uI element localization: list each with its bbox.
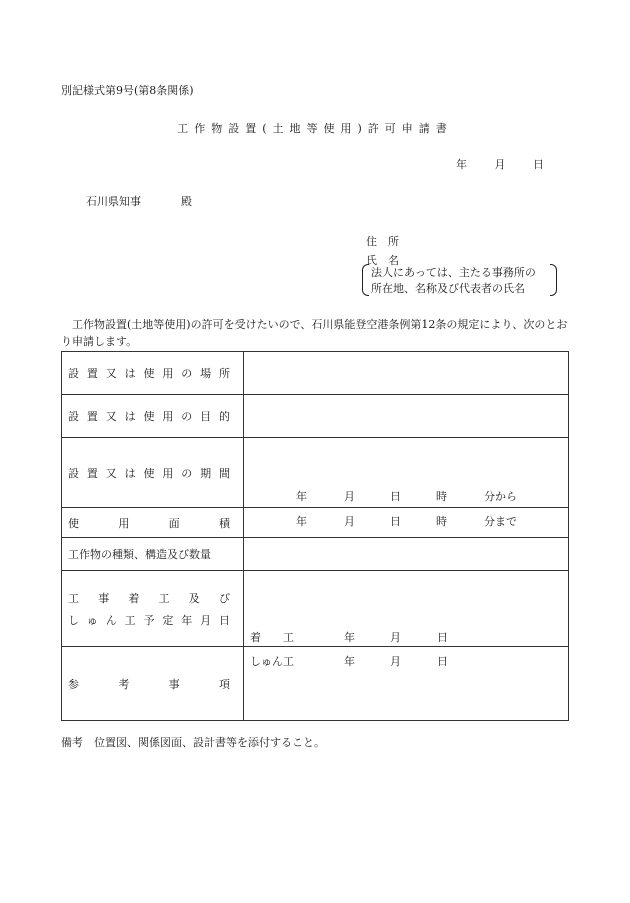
application-table xyxy=(61,351,569,721)
date-day: 日 xyxy=(533,158,544,171)
label-char: ゅ xyxy=(86,613,98,627)
period-end-hour: 時 xyxy=(436,514,447,528)
period-start-day: 日 xyxy=(390,489,401,503)
label-char: 用 xyxy=(118,516,130,530)
place-value[interactable] xyxy=(244,352,569,395)
place-label xyxy=(68,365,230,381)
label-char: 使 xyxy=(143,466,155,480)
label-char: 月 xyxy=(200,613,212,627)
place-label xyxy=(62,352,244,395)
label-char: 及 xyxy=(188,591,200,605)
left-bracket xyxy=(362,264,369,296)
kind-label xyxy=(62,538,244,571)
addressee-name: 石川県知事 xyxy=(86,195,141,208)
period-start-from: 分から xyxy=(484,489,517,503)
label-char: の xyxy=(181,410,193,423)
period-end-day: 日 xyxy=(390,514,401,528)
label-char: 置 xyxy=(86,466,98,480)
document-title: 工作物設置(土地等使用)許可申請書 xyxy=(177,122,453,135)
label-char: 的 xyxy=(219,410,230,423)
label-char: 面 xyxy=(168,516,180,530)
date-month: 月 xyxy=(494,158,506,171)
notes-label xyxy=(68,676,230,692)
addressee-honorific: 殿 xyxy=(181,195,192,208)
date-year: 年 xyxy=(456,158,467,171)
schedule-label-line2 xyxy=(68,612,230,628)
corporate-note-line1: 法人にあっては、主たる事務所の xyxy=(371,266,536,279)
notes-label xyxy=(62,647,244,721)
period-start-month: 月 xyxy=(344,489,355,503)
area-value[interactable] xyxy=(244,508,569,538)
label-char: 事 xyxy=(98,591,110,605)
label-char: 工 xyxy=(124,613,136,627)
purpose-label xyxy=(62,395,244,438)
schedule-start-year: 年 xyxy=(344,630,355,644)
addressee xyxy=(86,193,192,209)
label-char: 定 xyxy=(162,613,174,627)
right-bracket xyxy=(550,264,557,296)
kind-value[interactable] xyxy=(244,538,569,571)
label-char: 日 xyxy=(219,613,230,627)
label-char: 期 xyxy=(200,466,212,480)
row-purpose xyxy=(62,395,569,438)
label-char: 設 xyxy=(68,367,79,380)
label-char: は xyxy=(124,367,136,380)
label-char: 置 xyxy=(86,410,98,423)
label-char: 用 xyxy=(162,410,174,423)
label-char: 設 xyxy=(68,410,79,423)
period-value[interactable] xyxy=(244,438,569,528)
row-period xyxy=(62,438,569,508)
schedule-completion-day: 日 xyxy=(437,654,448,668)
schedule-start-month: 月 xyxy=(390,630,401,644)
area-label xyxy=(62,508,244,538)
label-char: 項 xyxy=(218,677,230,691)
schedule-label xyxy=(62,571,244,647)
label-char: 使 xyxy=(68,516,79,530)
applicant-address-label: 住 所 xyxy=(366,235,399,248)
label-char: 事 xyxy=(168,677,180,691)
period-end-year: 年 xyxy=(296,514,307,528)
period-start-hour: 時 xyxy=(436,489,447,503)
area-label xyxy=(68,515,230,531)
period-label xyxy=(68,465,230,481)
label-char: 又 xyxy=(105,410,117,423)
label-char: 用 xyxy=(162,466,174,480)
form-number: 別記様式第9号(第8条関係) xyxy=(61,84,194,97)
label-char: 設 xyxy=(68,466,79,480)
row-kind xyxy=(62,538,569,571)
period-end-month: 月 xyxy=(344,514,355,528)
label-char: 考 xyxy=(118,677,130,691)
purpose-value[interactable] xyxy=(244,395,569,438)
label-char: 用 xyxy=(162,367,174,380)
label-char: 又 xyxy=(105,466,117,480)
label-char: 予 xyxy=(143,613,155,627)
purpose-label xyxy=(68,408,230,424)
corporate-note-line2: 所在地、名称及び代表者の氏名 xyxy=(371,282,525,295)
period-label xyxy=(62,438,244,508)
label-char: し xyxy=(68,613,79,627)
row-notes xyxy=(62,647,569,721)
period-start-year: 年 xyxy=(296,489,307,503)
label-char: 使 xyxy=(143,410,155,423)
label-char: 場 xyxy=(200,367,212,380)
schedule-start-label: 着 工 xyxy=(250,630,294,644)
label-char: 工 xyxy=(68,591,79,605)
schedule-completion-month: 月 xyxy=(390,654,401,668)
period-end-to: 分まで xyxy=(484,514,517,528)
label-char: は xyxy=(124,466,136,480)
label-char: 積 xyxy=(218,516,230,530)
schedule-start-day: 日 xyxy=(437,630,448,644)
label-char: は xyxy=(124,410,136,423)
application-statement: 工作物設置(土地等使用)の許可を受けたいので、石川県能登空港条例第12条の規定により、次のとおり申請します。 xyxy=(61,318,568,348)
label-char: の xyxy=(181,466,193,480)
schedule-completion-label: しゅん工 xyxy=(250,654,294,668)
kind-label-text: 工作物の種類、構造及び数量 xyxy=(68,548,211,561)
schedule-label-line1 xyxy=(68,590,230,606)
row-schedule xyxy=(62,571,569,647)
label-char: 参 xyxy=(68,677,79,691)
label-char: 使 xyxy=(143,367,155,380)
label-char: ん xyxy=(105,613,117,627)
row-place xyxy=(62,352,569,395)
label-char: 工 xyxy=(158,591,170,605)
label-char: び xyxy=(218,591,230,605)
label-char: の xyxy=(181,367,193,380)
remark: 備考 位置図、関係図面、設計書等を添付すること。 xyxy=(61,736,325,749)
schedule-completion-year: 年 xyxy=(344,654,355,668)
label-char: 間 xyxy=(219,466,230,480)
corporate-note xyxy=(362,264,557,294)
label-char: 目 xyxy=(200,410,212,423)
applicant-name-label: 氏 名 xyxy=(366,254,399,267)
label-char: 着 xyxy=(128,591,140,605)
date-line xyxy=(456,156,544,172)
schedule-value[interactable] xyxy=(244,571,569,668)
label-char: 所 xyxy=(219,367,230,380)
label-char: 年 xyxy=(181,613,193,627)
label-char: 置 xyxy=(86,367,98,380)
label-char: 又 xyxy=(105,367,117,380)
